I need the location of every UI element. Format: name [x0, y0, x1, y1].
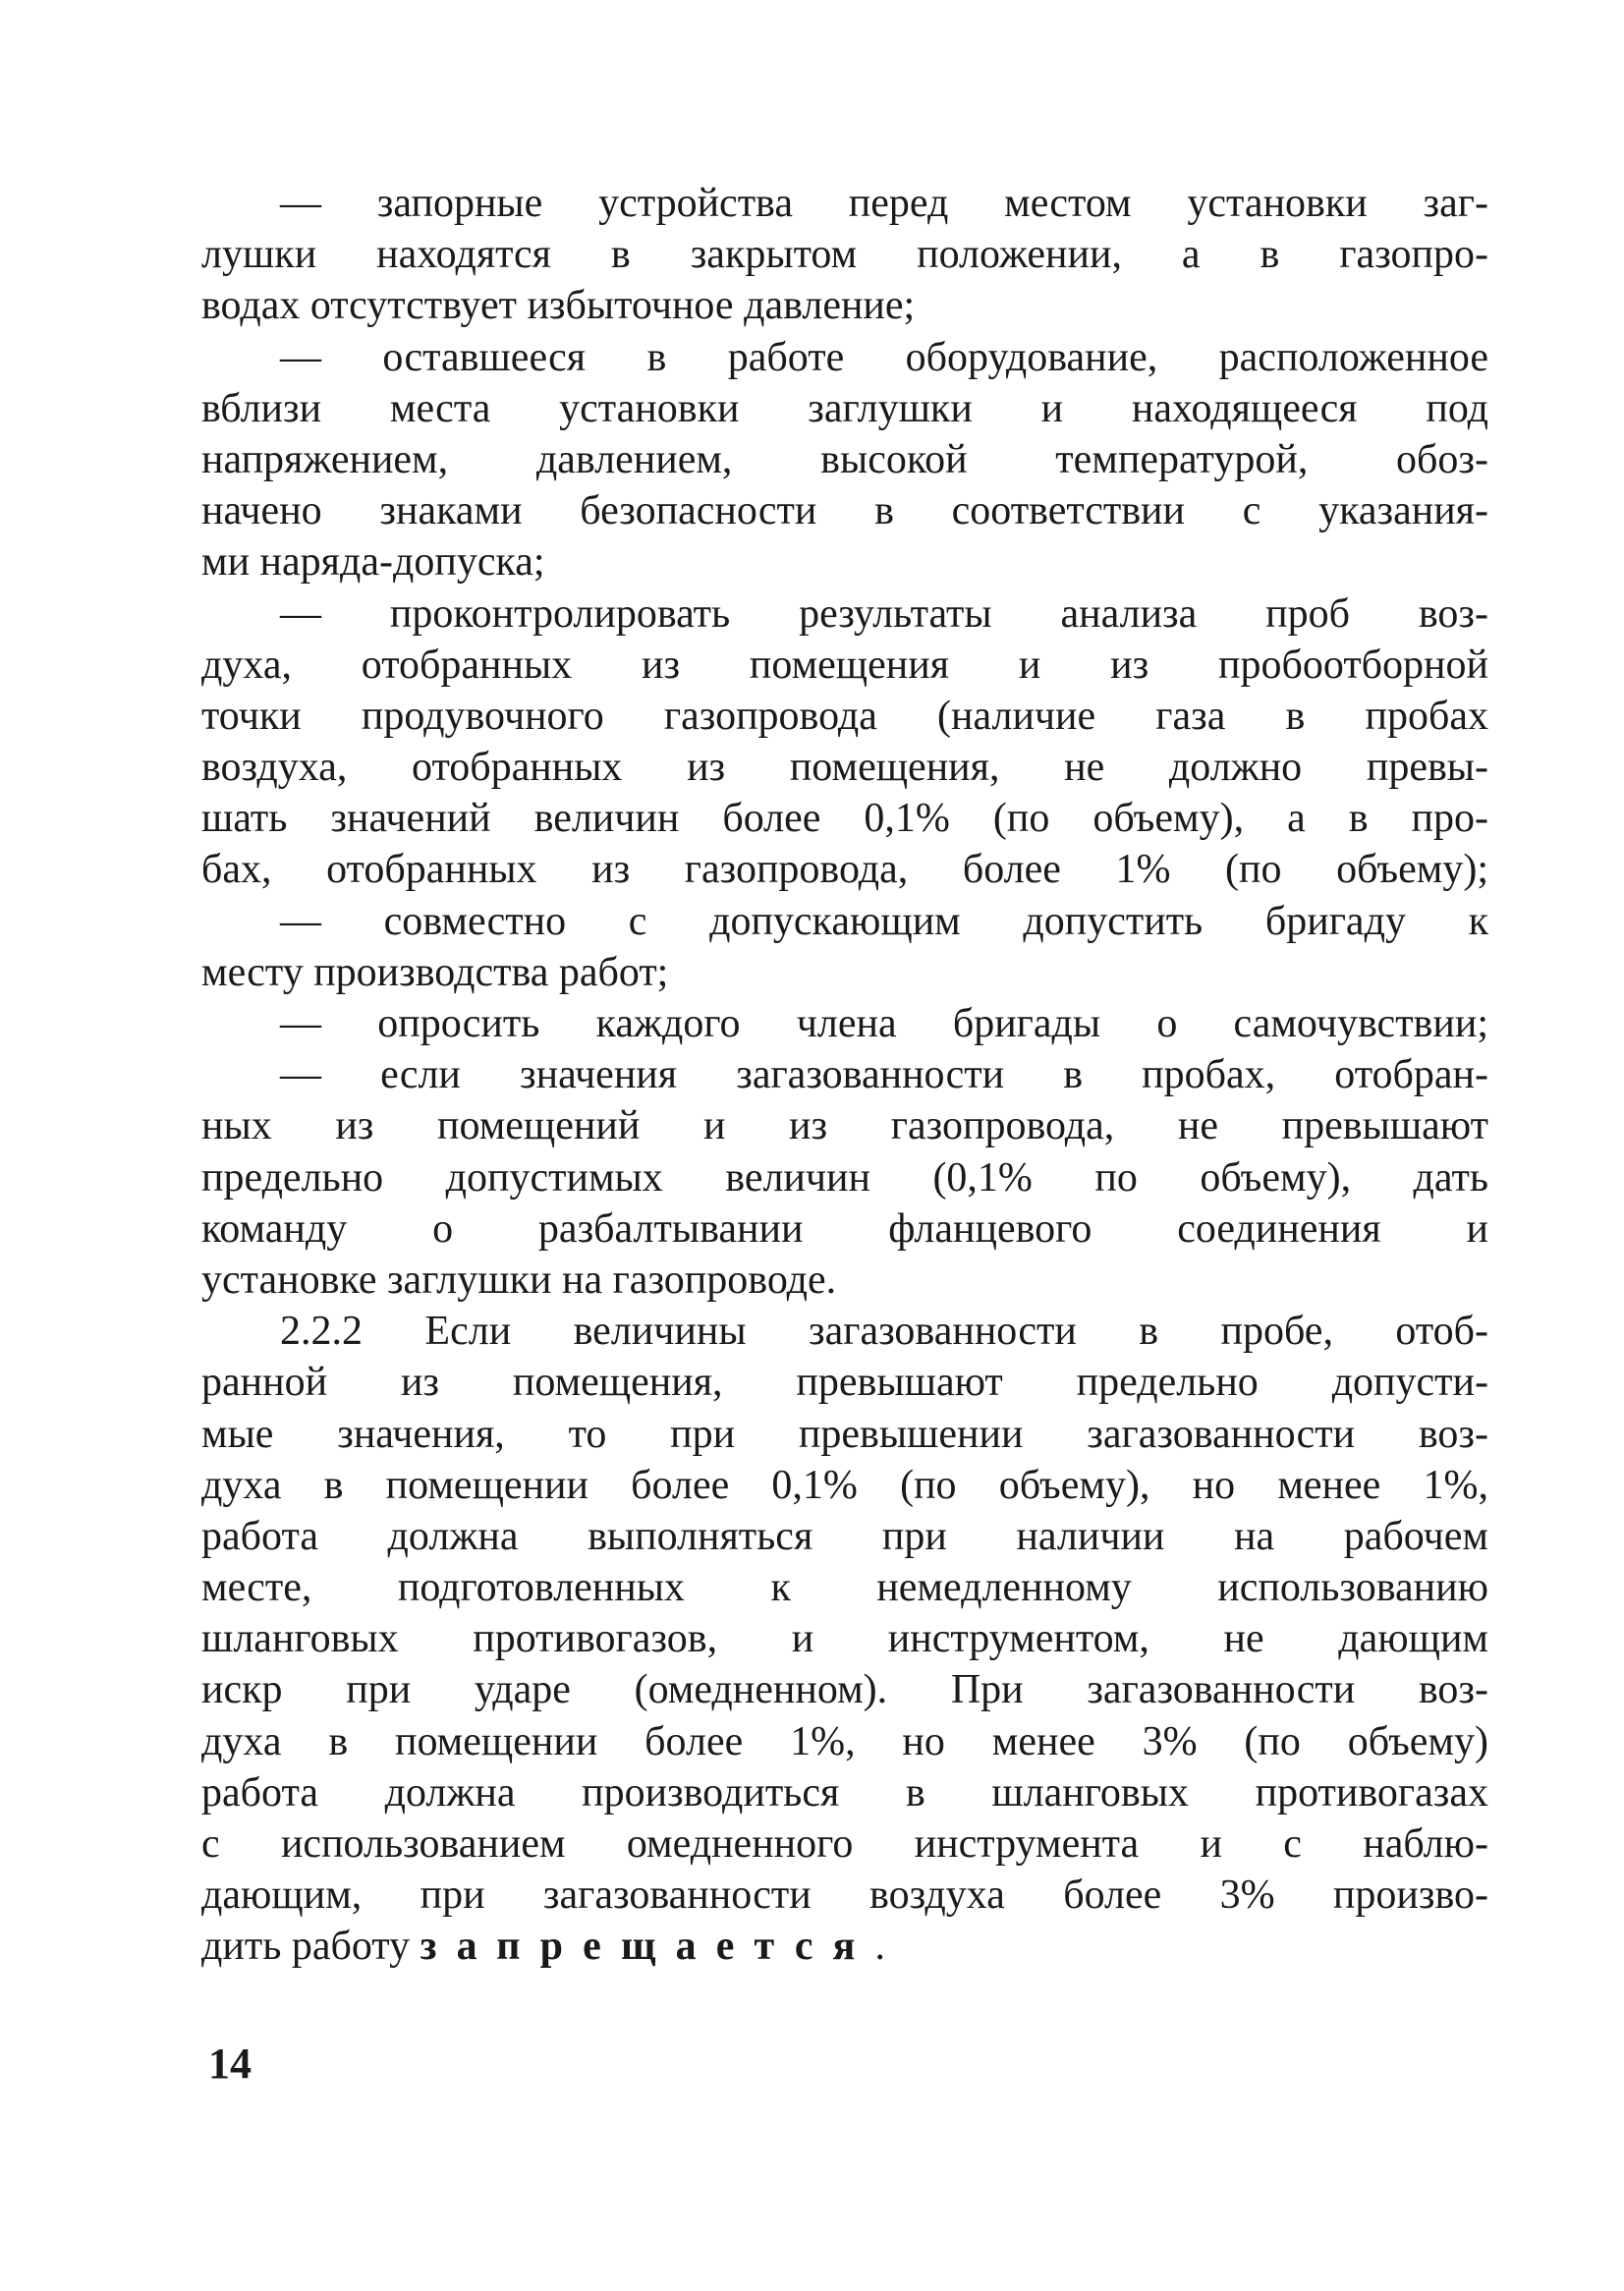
last-line-end: .	[874, 1924, 886, 1970]
emphasis-prohibited: запрещается	[420, 1924, 875, 1970]
text-line: предельно допустимых величин (0,1% по объему), дать	[201, 1154, 1488, 1201]
text-line: искр при ударе (омедненном). При загазованности воз-	[201, 1667, 1488, 1713]
text-line: работа должна выполняться при наличии на рабочем	[201, 1513, 1488, 1559]
text-line: шать значений величин более 0,1% (по объему), а в про-	[201, 796, 1488, 842]
text-line: дающим, при загазованности воздуха более 3% произво-	[201, 1872, 1488, 1919]
text-line: установке заглушки на газопроводе.	[201, 1257, 837, 1303]
text-line: — оставшееся в работе оборудование, расположенное	[280, 334, 1488, 380]
text-line: — опросить каждого члена бригады о самочувствии;	[280, 1001, 1488, 1046]
text-line: ми наряда-допуска;	[201, 539, 545, 586]
text-line: духа в помещении более 1%, но менее 3% (по объему)	[201, 1718, 1488, 1764]
text-line: ранной из помещения, превышают предельно допусти-	[201, 1360, 1488, 1406]
text-line: духа, отобранных из помещения и из пробоотборной	[201, 642, 1488, 688]
text-line: мые значения, то при превышении загазованности воз-	[201, 1411, 1488, 1457]
text-line: месте, подготовленных к немедленному использованию	[201, 1565, 1488, 1611]
text-line: — совместно с допускающим допустить бригаду к	[280, 898, 1488, 944]
page-number: 14	[208, 2040, 252, 2088]
text-line: с использованием омедненного инструмента и с наблю-	[201, 1821, 1488, 1867]
body-text	[201, 178, 1488, 1973]
text-line: вблизи места установки заглушки и находящееся под	[201, 385, 1488, 431]
text-line: точки продувочного газопровода (наличие газа в пробах	[201, 693, 1488, 739]
text-line: воздуха, отобранных из помещения, не должно превы-	[201, 745, 1488, 791]
text-line: лушки находятся в закрытом положении, а в газопро-	[201, 232, 1488, 278]
text-line: начено знаками безопасности в соответствии с указания-	[201, 488, 1488, 534]
last-text-line	[201, 1921, 1488, 1972]
text-line: — проконтролировать результаты анализа проб воз-	[280, 590, 1488, 637]
text-line: бах, отобранных из газопровода, более 1% (по объему);	[201, 847, 1488, 893]
text-line: команду о разбалтывании фланцевого соединения и	[201, 1205, 1488, 1252]
text-line: — если значения загазованности в пробах, отобран-	[280, 1052, 1488, 1098]
text-line: ных из помещений и из газопровода, не превышают	[201, 1103, 1488, 1149]
text-line: работа должна производиться в шланговых противогазах	[201, 1769, 1488, 1816]
last-line-start: дить работу	[201, 1924, 420, 1970]
text-line: 2.2.2 Если величины загазованности в пробе, отоб-	[280, 1309, 1488, 1355]
text-line: духа в помещении более 0,1% (по объему), но менее 1%,	[201, 1462, 1488, 1508]
text-line: водах отсутствует избыточное давление;	[201, 283, 916, 329]
text-line: месту производства работ;	[201, 949, 669, 995]
text-line: шланговых противогазов, и инструментом, не дающим	[201, 1616, 1488, 1662]
text-line: — запорные устройства перед местом установки заг-	[280, 181, 1488, 226]
text-line: напряжением, давлением, высокой температурой, обоз-	[201, 436, 1488, 482]
